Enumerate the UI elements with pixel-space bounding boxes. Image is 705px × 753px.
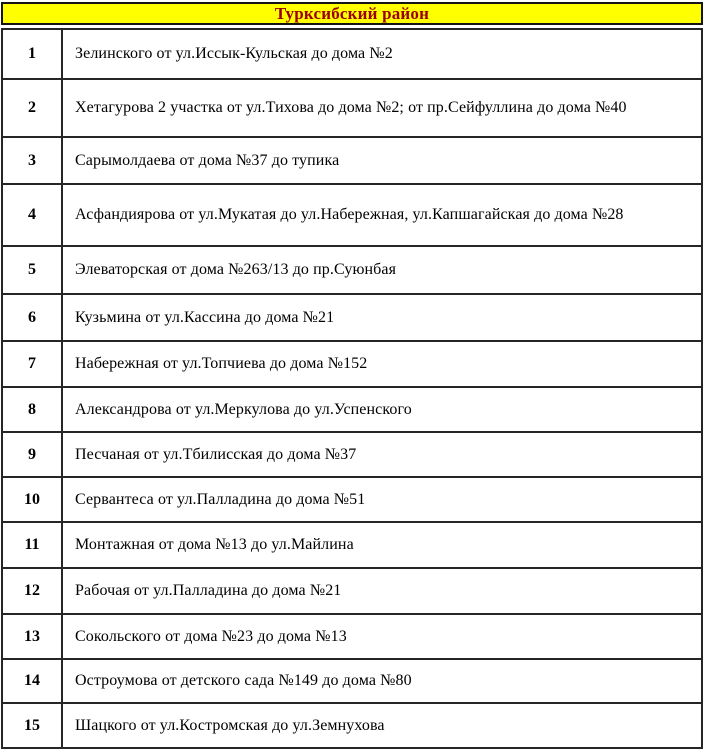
- street-description: Монтажная от дома №13 до ул.Майлина: [62, 522, 702, 568]
- table-row: [2, 568, 702, 614]
- street-description: Сервантеса от ул.Палладина до дома №51: [62, 477, 702, 522]
- district-header: Турксибский район: [1, 2, 703, 25]
- row-number: 10: [2, 477, 62, 522]
- street-description: Шацкого от ул.Костромская до ул.Земнухова: [62, 703, 702, 748]
- street-table: [1, 28, 703, 749]
- street-description: Кузьмина от ул.Кассина до дома №21: [62, 294, 702, 341]
- row-number: 4: [2, 184, 62, 246]
- table-row: [2, 137, 702, 184]
- row-number: 7: [2, 341, 62, 387]
- table-row: [2, 341, 702, 387]
- row-number: 14: [2, 659, 62, 703]
- street-description: Сарымолдаева от дома №37 до тупика: [62, 137, 702, 184]
- row-number: 11: [2, 522, 62, 568]
- street-description: Сокольского от дома №23 до дома №13: [62, 614, 702, 659]
- table-row: [2, 522, 702, 568]
- table-row: [2, 79, 702, 137]
- row-number: 15: [2, 703, 62, 748]
- street-table-body: [2, 29, 702, 748]
- row-number: 12: [2, 568, 62, 614]
- table-row: [2, 614, 702, 659]
- table-row: [2, 703, 702, 748]
- table-row: [2, 432, 702, 477]
- row-number: 9: [2, 432, 62, 477]
- row-number: 6: [2, 294, 62, 341]
- street-description: Элеваторская от дома №263/13 до пр.Суюнбая: [62, 246, 702, 294]
- row-number: 3: [2, 137, 62, 184]
- street-description: Хетагурова 2 участка от ул.Тихова до дома №2; от пр.Сейфуллина до дома №40: [62, 79, 702, 137]
- row-number: 5: [2, 246, 62, 294]
- table-row: [2, 387, 702, 432]
- street-description: Зелинского от ул.Иссык-Кульская до дома №2: [62, 29, 702, 79]
- street-description: Набережная от ул.Топчиева до дома №152: [62, 341, 702, 387]
- table-row: [2, 246, 702, 294]
- street-description: Александрова от ул.Меркулова до ул.Успенского: [62, 387, 702, 432]
- table-row: [2, 659, 702, 703]
- row-number: 2: [2, 79, 62, 137]
- table-row: [2, 477, 702, 522]
- row-number: 13: [2, 614, 62, 659]
- row-number: 1: [2, 29, 62, 79]
- street-description: Асфандиярова от ул.Мукатая до ул.Набережная, ул.Капшагайская до дома №28: [62, 184, 702, 246]
- table-row: [2, 184, 702, 246]
- street-description: Рабочая от ул.Палладина до дома №21: [62, 568, 702, 614]
- street-description: Песчаная от ул.Тбилисская до дома №37: [62, 432, 702, 477]
- street-description: Остроумова от детского сада №149 до дома №80: [62, 659, 702, 703]
- table-row: [2, 29, 702, 79]
- row-number: 8: [2, 387, 62, 432]
- table-row: [2, 294, 702, 341]
